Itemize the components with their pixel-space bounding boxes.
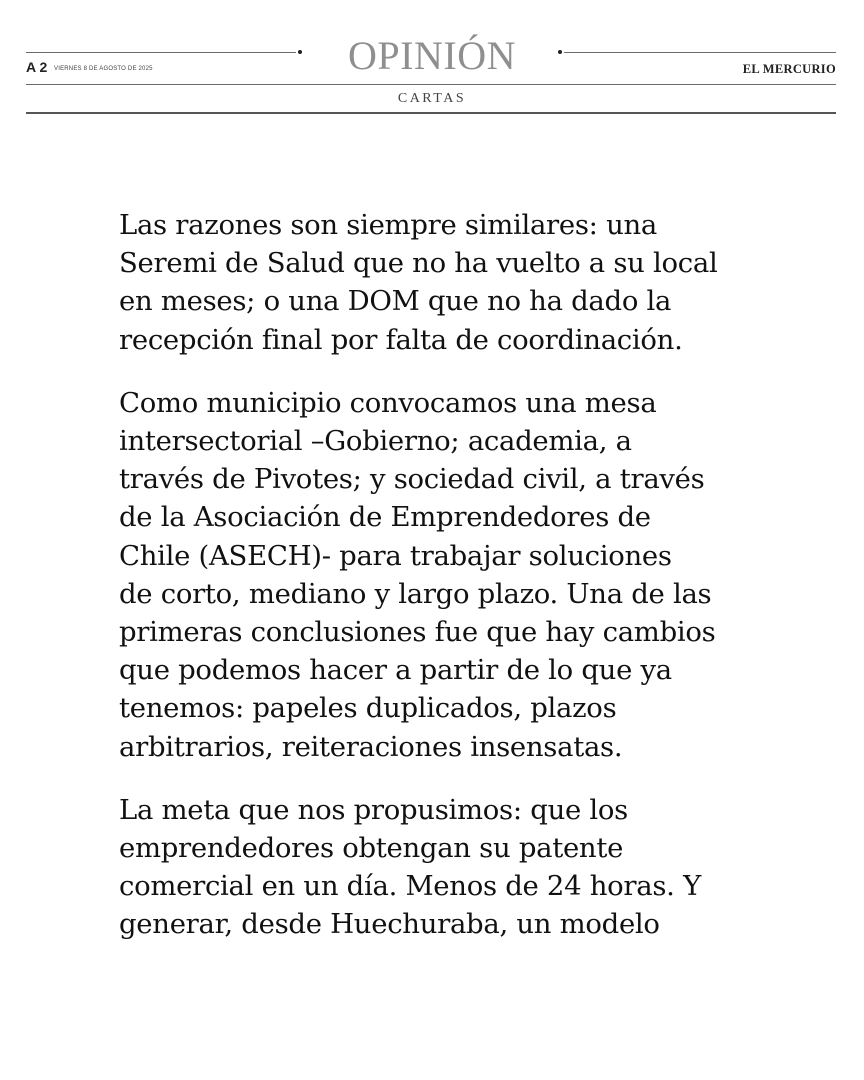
newspaper-name: EL MERCURIO — [742, 62, 836, 76]
page-number: A 2 — [26, 59, 48, 75]
header-top-rule-right — [564, 52, 836, 53]
paragraph: Las razones son siempre similares: una Seremi de Salud que no ha vuelto a su local en meses; o una DOM que no ha dado la recepción final por falta de coordinación. — [119, 209, 718, 356]
newspaper-masthead — [0, 0, 864, 125]
letter-body — [119, 206, 769, 969]
paragraph: Como municipio convocamos una mesa intersectorial –Gobierno; academia, a través de Pivotes; y sociedad civil, a través de la Asociación de Emprendedores de Chile (ASECH)- para trabajar soluciones de corto, mediano y largo plazo. Una de las primeras conclusiones fue que hay cambios que podemos hacer a partir de lo que ya tenemos: papeles duplicados, plazos arbitrarios, reiteraciones insensatas. — [119, 386, 716, 763]
subsection-title: CARTAS — [397, 91, 467, 106]
header-bottom-rule — [26, 112, 836, 114]
paragraph: La meta que nos propusimos: que los emprendedores obtengan su patente comercial en un día. Menos de 24 horas. Y generar, desde Huechuraba, un modelo — [119, 793, 701, 941]
section-title: OPINIÓN — [348, 33, 516, 78]
header-dot-right — [558, 50, 562, 54]
page-date: VIERNES 8 DE AGOSTO DE 2025 — [54, 66, 153, 72]
header-middle-rule — [26, 84, 836, 85]
